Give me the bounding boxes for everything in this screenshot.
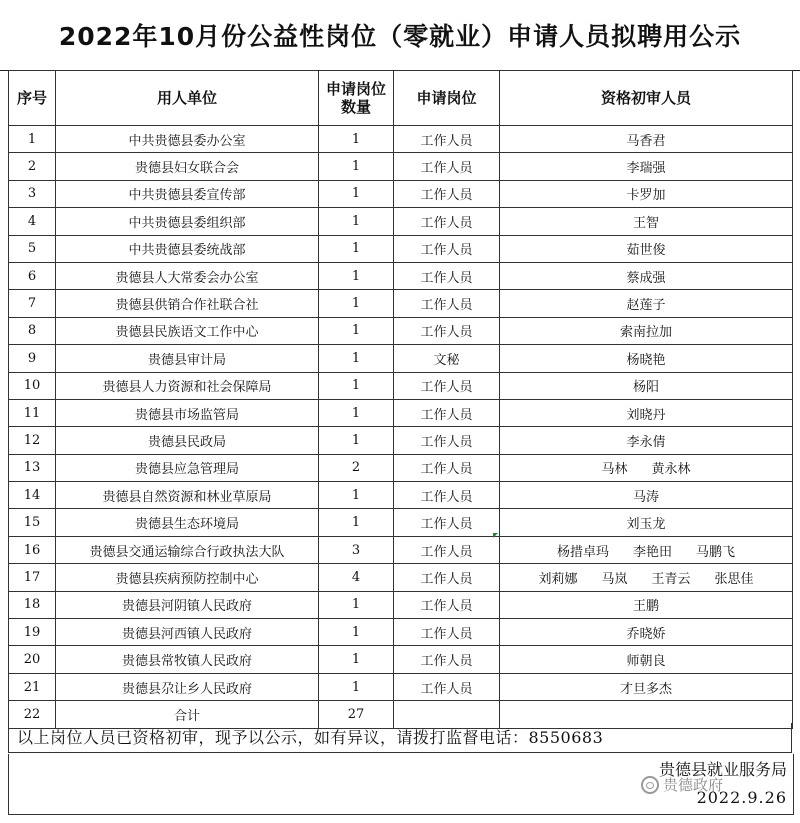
row-reviewed-names <box>500 646 793 673</box>
row-count: 1 <box>319 126 394 153</box>
header-reviewed: 资格初审人员 <box>500 71 793 126</box>
header-position: 申请岗位 <box>394 71 500 126</box>
table-row <box>9 208 793 235</box>
row-reviewed-names <box>500 673 793 700</box>
table-row <box>9 564 793 591</box>
table-row <box>9 591 793 618</box>
row-count: 1 <box>319 619 394 646</box>
row-reviewed-names <box>500 591 793 618</box>
applicant-name: 师朝良 <box>626 654 666 670</box>
row-unit: 贵德县人力资源和社会保障局 <box>56 372 319 399</box>
row-position: 工作人员 <box>394 564 500 591</box>
row-count: 1 <box>319 509 394 536</box>
row-position: 工作人员 <box>394 482 500 509</box>
table-row <box>9 509 793 536</box>
applicant-name: 刘莉娜 <box>538 571 578 587</box>
row-position: 工作人员 <box>394 454 500 481</box>
row-unit: 中共贵德县委组织部 <box>56 208 319 235</box>
row-unit: 贵德县供销合作社联合社 <box>56 290 319 317</box>
row-count: 1 <box>319 153 394 180</box>
applicant-name: 马鹏飞 <box>696 544 736 560</box>
row-count: 1 <box>319 180 394 207</box>
applicants-table <box>8 70 793 729</box>
row-position: 工作人员 <box>394 399 500 426</box>
page-title: 2022年10月份公益性岗位（零就业）申请人员拟聘用公示 <box>0 0 800 71</box>
row-count: 4 <box>319 564 394 591</box>
applicant-name: 李艳田 <box>632 544 672 560</box>
table-row <box>9 482 793 509</box>
row-count: 1 <box>319 317 394 344</box>
row-reviewed-names <box>500 372 793 399</box>
table-row <box>9 153 793 180</box>
row-position: 工作人员 <box>394 619 500 646</box>
issuer-block <box>8 754 794 815</box>
row-unit: 贵德县民政局 <box>56 427 319 454</box>
row-seq: 12 <box>9 427 56 454</box>
table-header-row <box>9 71 793 126</box>
row-count: 1 <box>319 482 394 509</box>
table-row <box>9 290 793 317</box>
table-row <box>9 646 793 673</box>
row-reviewed-names <box>500 427 793 454</box>
row-count: 1 <box>319 372 394 399</box>
issuer-name: 贵德县就业服务局 <box>658 760 787 779</box>
row-seq: 2 <box>9 153 56 180</box>
applicant-name: 王鹏 <box>632 599 659 615</box>
table-row <box>9 317 793 344</box>
row-reviewed-names <box>500 208 793 235</box>
row-position: 工作人员 <box>394 235 500 262</box>
row-seq: 17 <box>9 564 56 591</box>
row-seq: 1 <box>9 126 56 153</box>
row-seq: 15 <box>9 509 56 536</box>
applicant-name: 乔晓娇 <box>626 626 666 642</box>
row-position: 工作人员 <box>394 427 500 454</box>
row-position: 工作人员 <box>394 673 500 700</box>
applicant-name: 李瑞强 <box>626 161 666 177</box>
row-seq: 19 <box>9 619 56 646</box>
applicant-name: 张思佳 <box>714 571 754 587</box>
row-seq: 16 <box>9 536 56 563</box>
row-reviewed-names <box>500 619 793 646</box>
table-row <box>9 399 793 426</box>
row-reviewed-names <box>500 454 793 481</box>
row-seq: 3 <box>9 180 56 207</box>
table-row <box>9 126 793 153</box>
notice-text: 以上岗位人员已资格初审，现予以公示，如有异议，请拨打监督电话：8550683 <box>8 723 792 753</box>
row-reviewed-names <box>500 345 793 372</box>
row-unit: 贵德县自然资源和林业草原局 <box>56 482 319 509</box>
row-position: 工作人员 <box>394 372 500 399</box>
row-reviewed-names <box>500 235 793 262</box>
row-reviewed-names <box>500 317 793 344</box>
row-reviewed-names <box>500 262 793 289</box>
row-position: 工作人员 <box>394 262 500 289</box>
row-count: 3 <box>319 536 394 563</box>
table-row <box>9 235 793 262</box>
row-unit: 合计 <box>56 701 319 728</box>
row-seq: 20 <box>9 646 56 673</box>
header-count <box>319 71 394 126</box>
table-row <box>9 372 793 399</box>
row-seq: 14 <box>9 482 56 509</box>
row-seq: 8 <box>9 317 56 344</box>
row-count: 1 <box>319 208 394 235</box>
applicant-name: 黄永林 <box>651 462 691 478</box>
table-row <box>9 427 793 454</box>
row-seq: 4 <box>9 208 56 235</box>
row-seq: 10 <box>9 372 56 399</box>
table-body <box>9 126 793 729</box>
applicant-name: 马香君 <box>626 133 666 149</box>
row-seq: 7 <box>9 290 56 317</box>
row-count: 1 <box>319 235 394 262</box>
row-unit: 贵德县尕让乡人民政府 <box>56 673 319 700</box>
row-unit: 贵德县河西镇人民政府 <box>56 619 319 646</box>
row-reviewed-names <box>500 153 793 180</box>
row-count: 1 <box>319 345 394 372</box>
wechat-channel-icon <box>641 776 659 794</box>
row-reviewed-names <box>500 180 793 207</box>
row-seq: 18 <box>9 591 56 618</box>
header-seq: 序号 <box>9 71 56 126</box>
table-row <box>9 345 793 372</box>
table-row <box>9 262 793 289</box>
applicant-name: 马林 <box>601 462 628 478</box>
row-seq: 5 <box>9 235 56 262</box>
watermark-text: 贵德政府 <box>662 776 723 794</box>
row-reviewed-names <box>500 564 793 591</box>
row-seq: 22 <box>9 701 56 728</box>
table-row <box>9 673 793 700</box>
row-unit: 贵德县市场监管局 <box>56 399 319 426</box>
row-unit: 贵德县生态环境局 <box>56 509 319 536</box>
row-count: 1 <box>319 646 394 673</box>
row-unit: 贵德县应急管理局 <box>56 454 319 481</box>
row-position: 工作人员 <box>394 208 500 235</box>
cell-marker <box>493 533 498 538</box>
row-count: 1 <box>319 427 394 454</box>
row-count: 1 <box>319 290 394 317</box>
row-unit: 贵德县河阴镇人民政府 <box>56 591 319 618</box>
table-row <box>9 536 793 563</box>
applicant-name: 杨措卓玛 <box>556 544 609 560</box>
table-row <box>9 180 793 207</box>
row-count: 27 <box>319 701 394 728</box>
row-reviewed-names <box>500 509 793 536</box>
row-reviewed-names <box>500 536 793 563</box>
row-position: 工作人员 <box>394 509 500 536</box>
header-unit: 用人单位 <box>56 71 319 126</box>
row-count: 2 <box>319 454 394 481</box>
row-reviewed-names <box>500 290 793 317</box>
applicant-name: 刘玉龙 <box>626 517 666 533</box>
row-unit: 贵德县交通运输综合行政执法大队 <box>56 536 319 563</box>
row-position: 工作人员 <box>394 591 500 618</box>
row-reviewed-names <box>500 399 793 426</box>
row-count: 1 <box>319 262 394 289</box>
row-seq: 11 <box>9 399 56 426</box>
row-count: 1 <box>319 673 394 700</box>
row-unit: 中共贵德县委宣传部 <box>56 180 319 207</box>
applicant-name: 马岚 <box>601 571 628 587</box>
row-unit: 贵德县常牧镇人民政府 <box>56 646 319 673</box>
row-position: 工作人员 <box>394 126 500 153</box>
row-seq: 13 <box>9 454 56 481</box>
row-unit: 贵德县妇女联合会 <box>56 153 319 180</box>
row-unit: 贵德县民族语文工作中心 <box>56 317 319 344</box>
row-unit: 中共贵德县委统战部 <box>56 235 319 262</box>
row-unit: 贵德县审计局 <box>56 345 319 372</box>
table-row <box>9 619 793 646</box>
applicant-name: 杨阳 <box>632 380 659 396</box>
row-reviewed-names <box>500 126 793 153</box>
row-unit: 贵德县人大常委会办公室 <box>56 262 319 289</box>
row-position: 工作人员 <box>394 317 500 344</box>
applicant-name: 王青云 <box>651 571 691 587</box>
applicant-name: 蔡成强 <box>626 270 666 286</box>
row-count: 1 <box>319 399 394 426</box>
row-reviewed-names <box>500 482 793 509</box>
row-count: 1 <box>319 591 394 618</box>
header-count-label: 申请岗位数量 <box>325 80 386 116</box>
row-position: 工作人员 <box>394 180 500 207</box>
applicant-name: 李永倩 <box>626 434 666 450</box>
applicant-name: 索南拉加 <box>619 325 672 341</box>
applicant-name: 杨晓艳 <box>626 352 666 368</box>
row-position: 工作人员 <box>394 646 500 673</box>
row-seq: 21 <box>9 673 56 700</box>
row-unit: 中共贵德县委办公室 <box>56 126 319 153</box>
row-unit: 贵德县疾病预防控制中心 <box>56 564 319 591</box>
applicant-name: 茹世俊 <box>626 243 666 259</box>
row-position: 文秘 <box>394 345 500 372</box>
applicant-name: 马涛 <box>632 489 659 505</box>
row-position: 工作人员 <box>394 153 500 180</box>
applicant-name: 刘晓丹 <box>626 407 666 423</box>
table-row <box>9 454 793 481</box>
applicant-name: 王智 <box>632 215 659 231</box>
row-seq: 9 <box>9 345 56 372</box>
issue-date: 2022.9.26 <box>696 788 787 807</box>
applicant-name: 才旦多杰 <box>619 681 672 697</box>
row-position: 工作人员 <box>394 290 500 317</box>
applicant-name: 卡罗加 <box>626 188 666 204</box>
applicant-name: 赵莲子 <box>626 298 666 314</box>
row-position: 工作人员 <box>394 536 500 563</box>
row-seq: 6 <box>9 262 56 289</box>
